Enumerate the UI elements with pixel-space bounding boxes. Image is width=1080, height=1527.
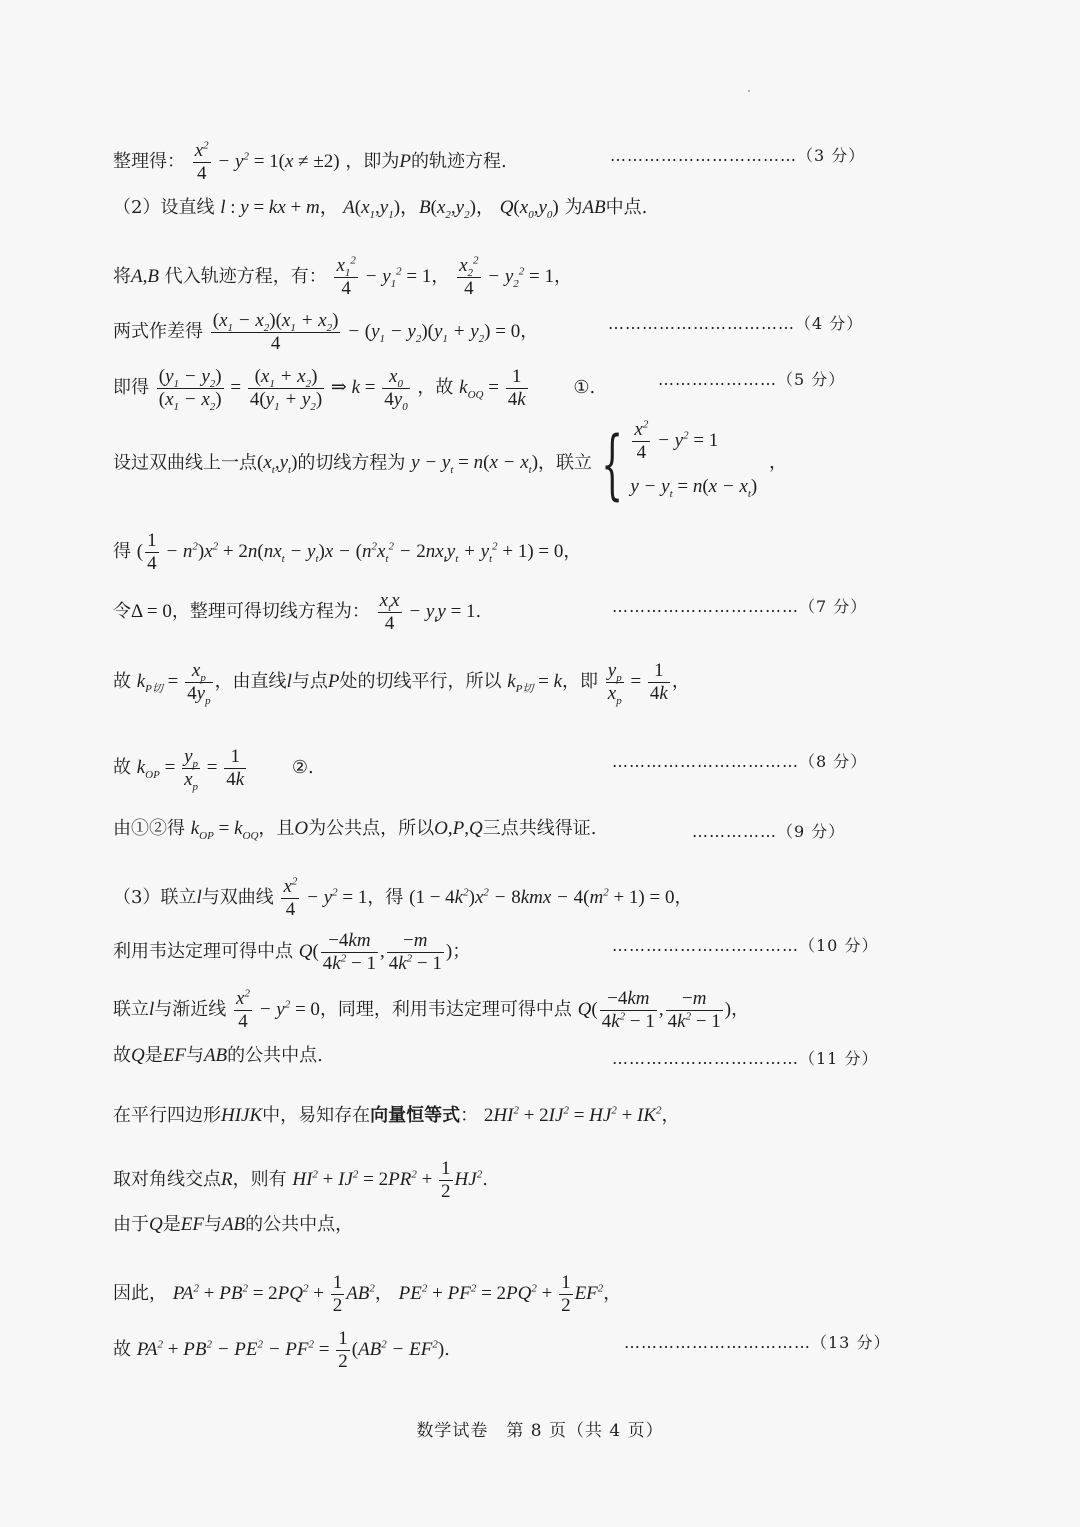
line-12: （3）联立l与双曲线 $\frac{x^2}{4}$ − $y^2 = 1$，得 $(1 - 4k^2)x^2 - 8kmx - 4(m^2 + 1) = 0$， xyxy=(113,875,693,920)
score-8: ……………………………（8 分） xyxy=(612,752,868,771)
score-7: ……………………………（7 分） xyxy=(612,597,868,616)
line-17: 取对角线交点R，则有 $HI^2 + IJ^2 = 2PR^2$ + $\frac{1}{2}$ $HJ^2$. xyxy=(113,1158,488,1202)
line-15: 故Q是EF与AB的公共中点. xyxy=(113,1045,323,1066)
scan-speck xyxy=(748,90,750,92)
score-10: ……………………………（10 分） xyxy=(612,936,879,955)
line-11: 由①②得 $k_{OP} = k_{OQ}$，且O为公共点，所以O,P,Q三点共线得证. xyxy=(113,818,597,842)
score-5: …………………（5 分） xyxy=(658,370,846,389)
line-1: 整理得： $\frac{x^2}{4}$ − $y^2 = 1(x \ne \pm 2)$ ，即为P的轨迹方程. xyxy=(113,139,507,184)
line-7: 得 ( $\frac{1}{4}$ − $n^2)x^2 + 2n(nx_t - y_t)x - (n^2x_t^2 - 2nx_ty_t + y_t^2 + 1) = 0$， xyxy=(113,530,582,574)
score-3: ……………………………（3 分） xyxy=(610,146,866,165)
score-11: ……………………………（11 分） xyxy=(612,1049,879,1068)
page-footer: 数学试卷 第 8 页（共 4 页） xyxy=(416,1421,664,1441)
line-20: 故 $PA^2 + PB^2 - PE^2 - PF^2$ = $\frac{1}{2}$ $(AB^2 - EF^2)$. xyxy=(113,1328,450,1372)
line-13: 利用韦达定理可得中点 Q( $\frac{-4km}{4k^2 - 1}$ , $\frac{-m}{4k^2 - 1}$ )； xyxy=(113,930,471,974)
score-4: ……………………………（4 分） xyxy=(608,314,864,333)
line-6: 设过双曲线上一点$(x_t,y_t)$的切线方程为 $y - y_t = n(x - x_t)$，联立 { $\frac{x^2}{4}$ − $y^2 = 1$ $y - y_t = n(x - x_t)$ ， xyxy=(113,418,787,509)
score-13: ……………………………（13 分） xyxy=(624,1333,891,1352)
line-14: 联立l与渐近线 $\frac{x^2}{4}$ − $y^2 = 0$，同理，利用韦达定理可得中点 Q( $\frac{-4km}{4k^2 - 1}$ , $\frac{-m}{4k^2 - 1}$ )， xyxy=(113,987,750,1032)
line-19: 因此， $PA^2 + PB^2 = 2PQ^2$ + $\frac{1}{2}$ $AB^2$， $PE^2 + PF^2 = 2PQ^2$ + $\frac{1}{2}$ $EF^2$， xyxy=(113,1272,622,1316)
score-9: ……………（9 分） xyxy=(692,822,846,841)
line-9: 故 $k_{P切}$ = $\frac{x_p}{4y_p}$ ，由直线l与点P处的切线平行，所以 $k_{P切} = k$，即 $\frac{y_p}{x_p}$ = $\frac{1}{4k}$ ， xyxy=(113,660,690,707)
line-2: （2）设直线 l : y = kx + m， $A(x_1,y_1)$，$B(x_2,y_2)$， $Q(x_0,y_0)$ 为AB中点. xyxy=(113,197,648,221)
line-8: 令Δ = 0，整理可得切线方程为： $\frac{x_tx}{4}$ − $y_ty = 1$. xyxy=(113,590,482,634)
line-5: 即得 $\frac{(y_1 - y_2)}{(x_1 - x_2)}$ = $\frac{(x_1 + x_2)}{4(y_1 + y_2)}$ ⇒ k = $\frac{x_0}{4y_0}$ ，故 $k_{OQ}$ = $\frac{1}{4k}$ ①. xyxy=(113,366,596,413)
line-16: 在平行四边形HIJK中，易知存在向量恒等式： $2HI^2 + 2IJ^2 = HJ^2 + IK^2$， xyxy=(113,1104,680,1126)
line-3: 将A,B 代入轨迹方程，有： $\frac{x_1^2}{4}$ − $y_1^2 = 1$， $\frac{x_2^2}{4}$ − $y_2^2 = 1$， xyxy=(113,254,573,299)
line-10: 故 $k_{OP}$ = $\frac{y_p}{x_p}$ = $\frac{1}{4k}$ ②. xyxy=(113,746,314,793)
line-18: 由于Q是EF与AB的公共中点， xyxy=(113,1214,354,1235)
line-4: 两式作差得 $\frac{(x_1 - x_2)(x_1 + x_2)}{4}$ − $(y_1 - y_2)(y_1 + y_2) = 0$， xyxy=(113,310,539,354)
